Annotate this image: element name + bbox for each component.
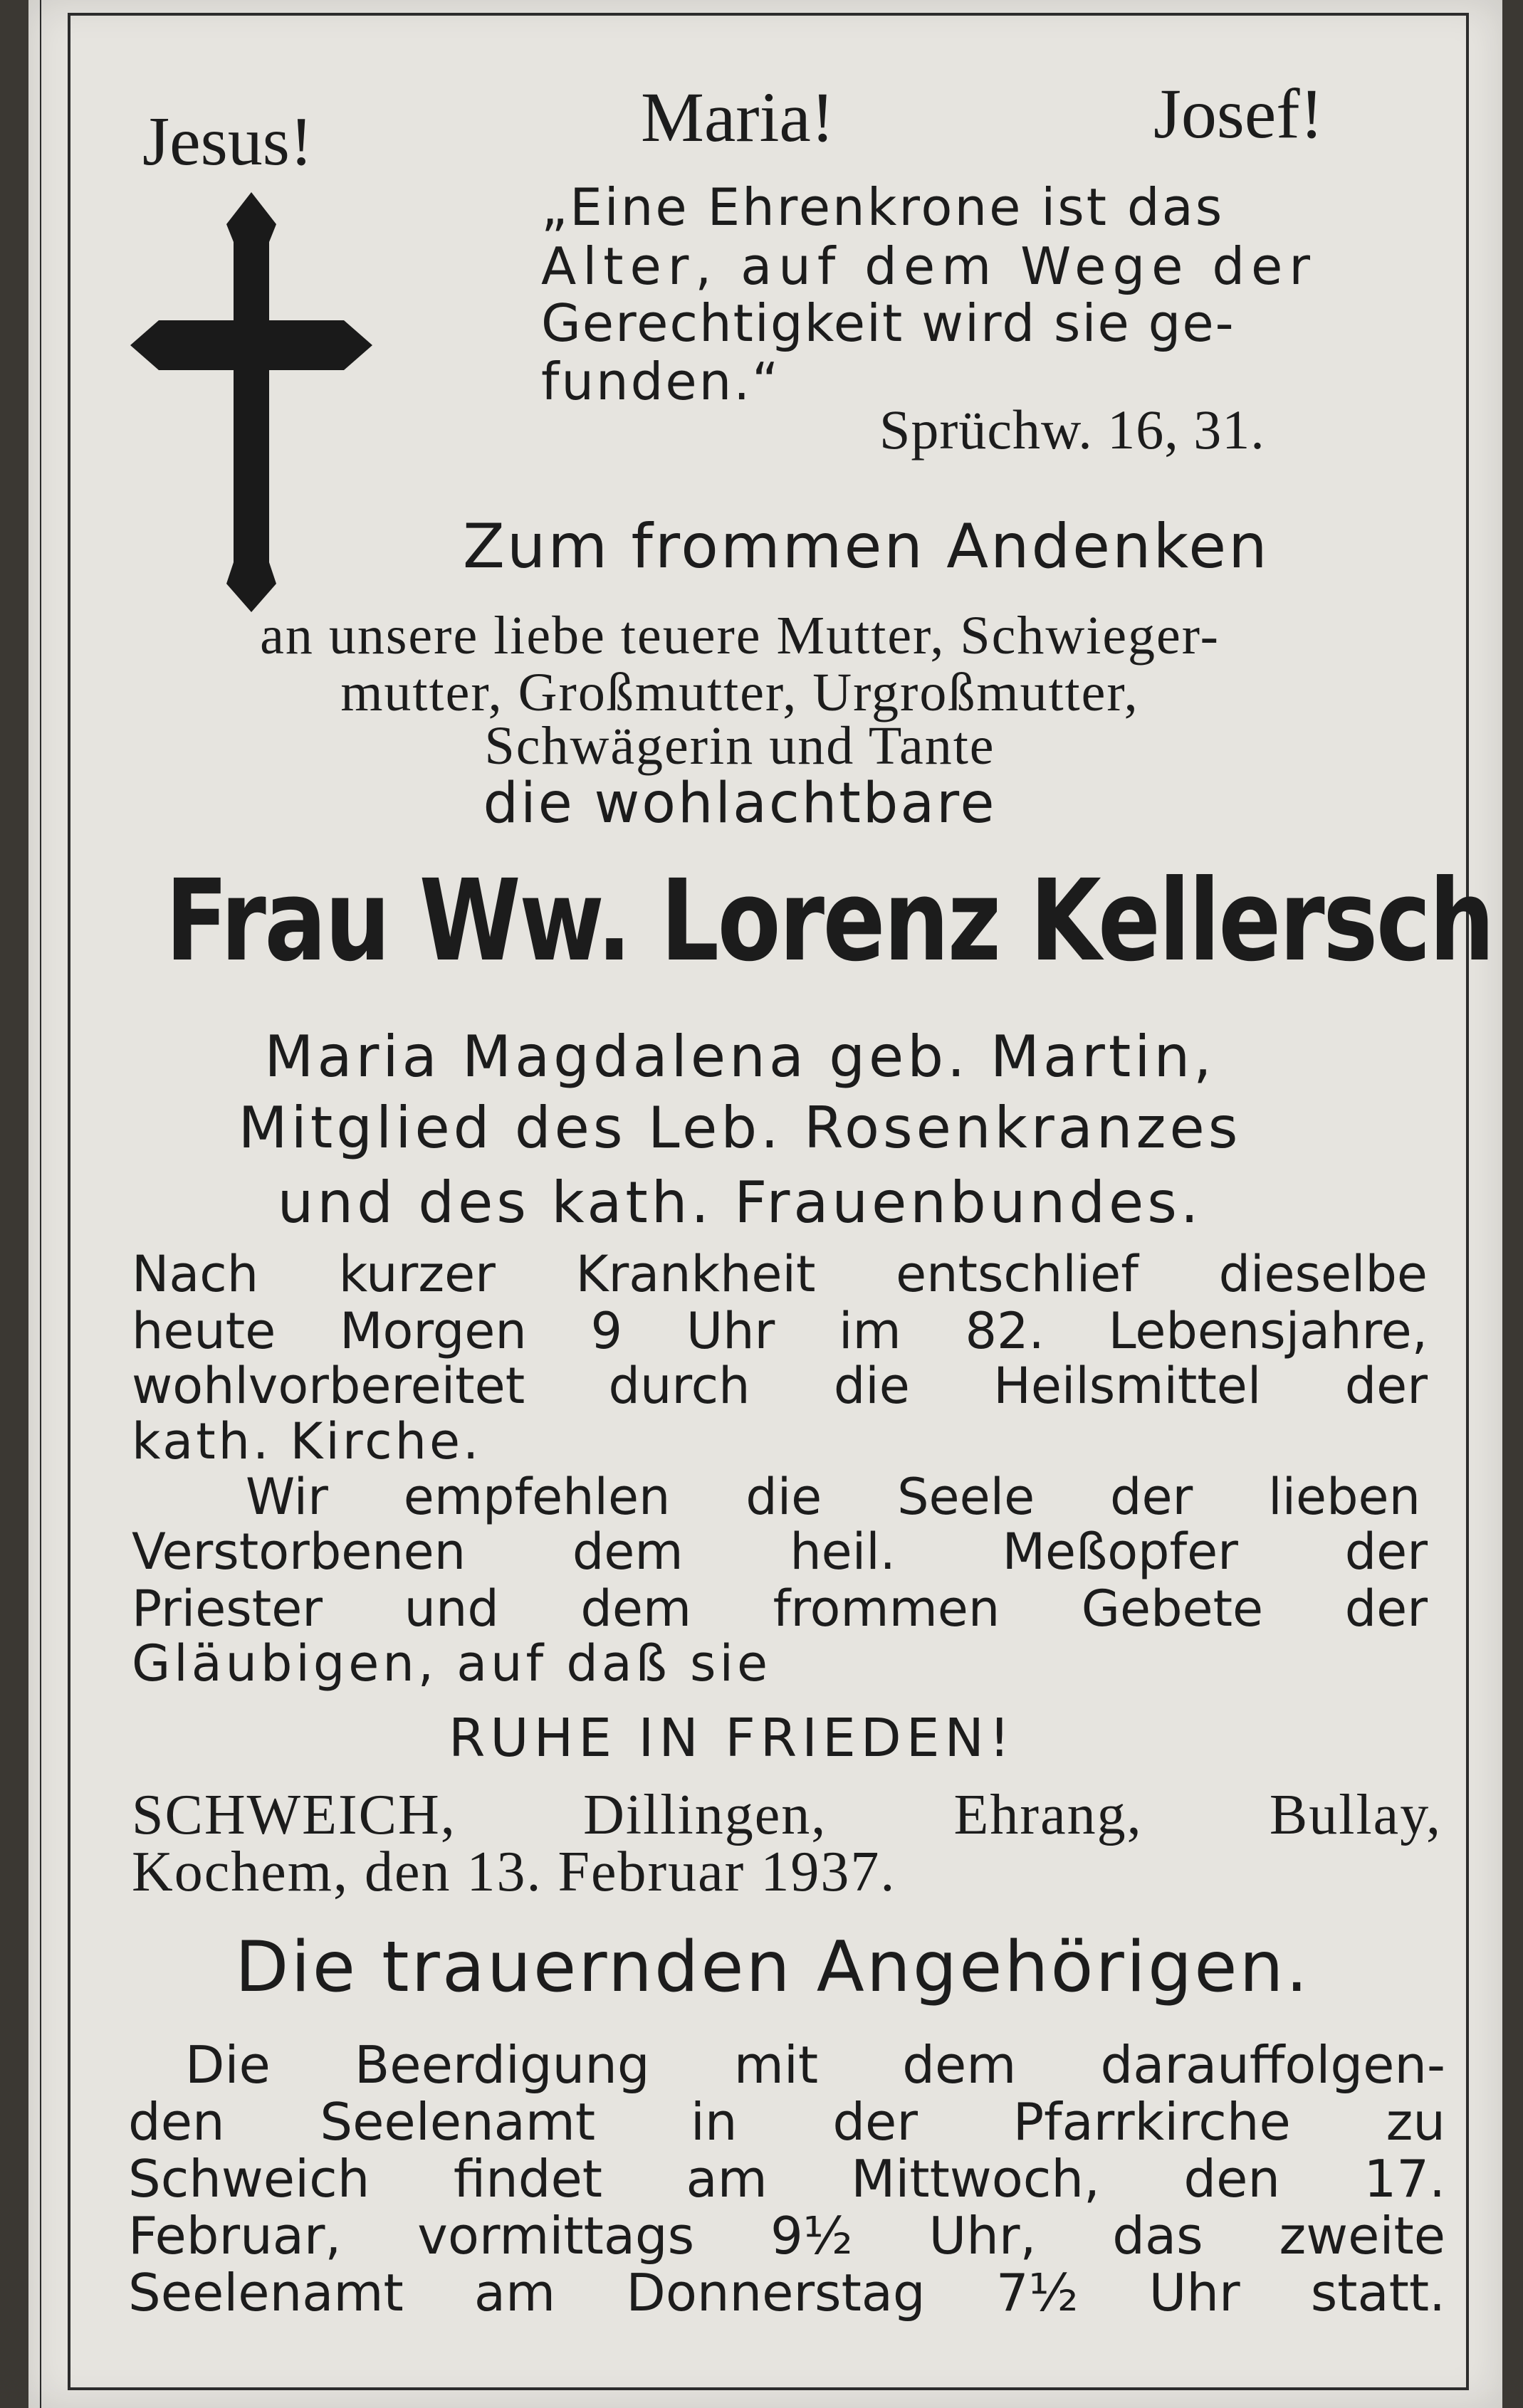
intro-line: die wohlachtbare (483, 772, 997, 836)
intro-line: an unsere liebe teuere Mutter, Schwieger- (260, 606, 1220, 666)
deceased-line: und des kath. Frauenbundes. (277, 1169, 1203, 1236)
place-line: SCHWEICH, Dillingen, Ehrang, Bullay, (132, 1784, 1442, 1846)
paragraph-line: Februar, vormittags 9½ Uhr, das zweite (128, 2206, 1445, 2266)
date-line: Kochem, den 13. Februar 1937. (132, 1841, 896, 1903)
paragraph-line: Gläubigen, auf daß sie (132, 1634, 772, 1693)
cross-icon (130, 192, 372, 612)
quote-line: „Eine Ehrenkrone ist das (541, 177, 1225, 237)
paragraph-line: kath. Kirche. (132, 1412, 482, 1471)
deceased-name: Frau Ww. Lorenz Kellersch (165, 856, 1493, 987)
quote-source: Sprüchw. 16, 31. (879, 399, 1265, 461)
quote-line: funden.“ (541, 352, 781, 411)
paragraph-line: Schweich findet am Mittwoch, den 17. (128, 2149, 1445, 2209)
rest-in-peace: RUHE IN FRIEDEN! (449, 1708, 1015, 1769)
intro-line: Schwägerin und Tante (484, 716, 995, 776)
paragraph-line: Nach kurzer Krankheit entschlief dieselbe (132, 1245, 1428, 1303)
header-jesus: Jesus! (142, 103, 313, 180)
quote-line: Gerechtigkeit wird sie ge- (541, 293, 1235, 353)
paragraph-line: Verstorbenen dem heil. Meßopfer der (132, 1523, 1428, 1581)
deceased-line: Mitglied des Leb. Rosenkranzes (238, 1095, 1242, 1161)
paragraph-line: Priester und dem frommen Gebete der (132, 1579, 1428, 1638)
paragraph-line: den Seelenamt in der Pfarrkirche zu (128, 2092, 1445, 2152)
paragraph-line: Die Beerdigung mit dem darauffolgen- (185, 2035, 1445, 2095)
paragraph-line: heute Morgen 9 Uhr im 82. Lebensjahre, (132, 1302, 1428, 1360)
deceased-line: Maria Magdalena geb. Martin, (264, 1024, 1215, 1090)
intro-title: Zum frommen Andenken (463, 511, 1270, 582)
header-maria: Maria! (641, 78, 835, 157)
quote-line: Alter, auf dem Wege der (541, 236, 1317, 296)
header-josef: Josef! (1153, 74, 1324, 153)
mourners-line: Die trauernden Angehörigen. (235, 1927, 1310, 2008)
paragraph-line: wohlvorbereitet durch die Heilsmittel der (132, 1357, 1428, 1415)
intro-line: mutter, Großmutter, Urgroßmutter, (340, 663, 1139, 722)
paragraph-line: Wir empfehlen die Seele der lieben (246, 1468, 1420, 1526)
paragraph-line: Seelenamt am Donnerstag 7½ Uhr statt. (128, 2263, 1445, 2323)
